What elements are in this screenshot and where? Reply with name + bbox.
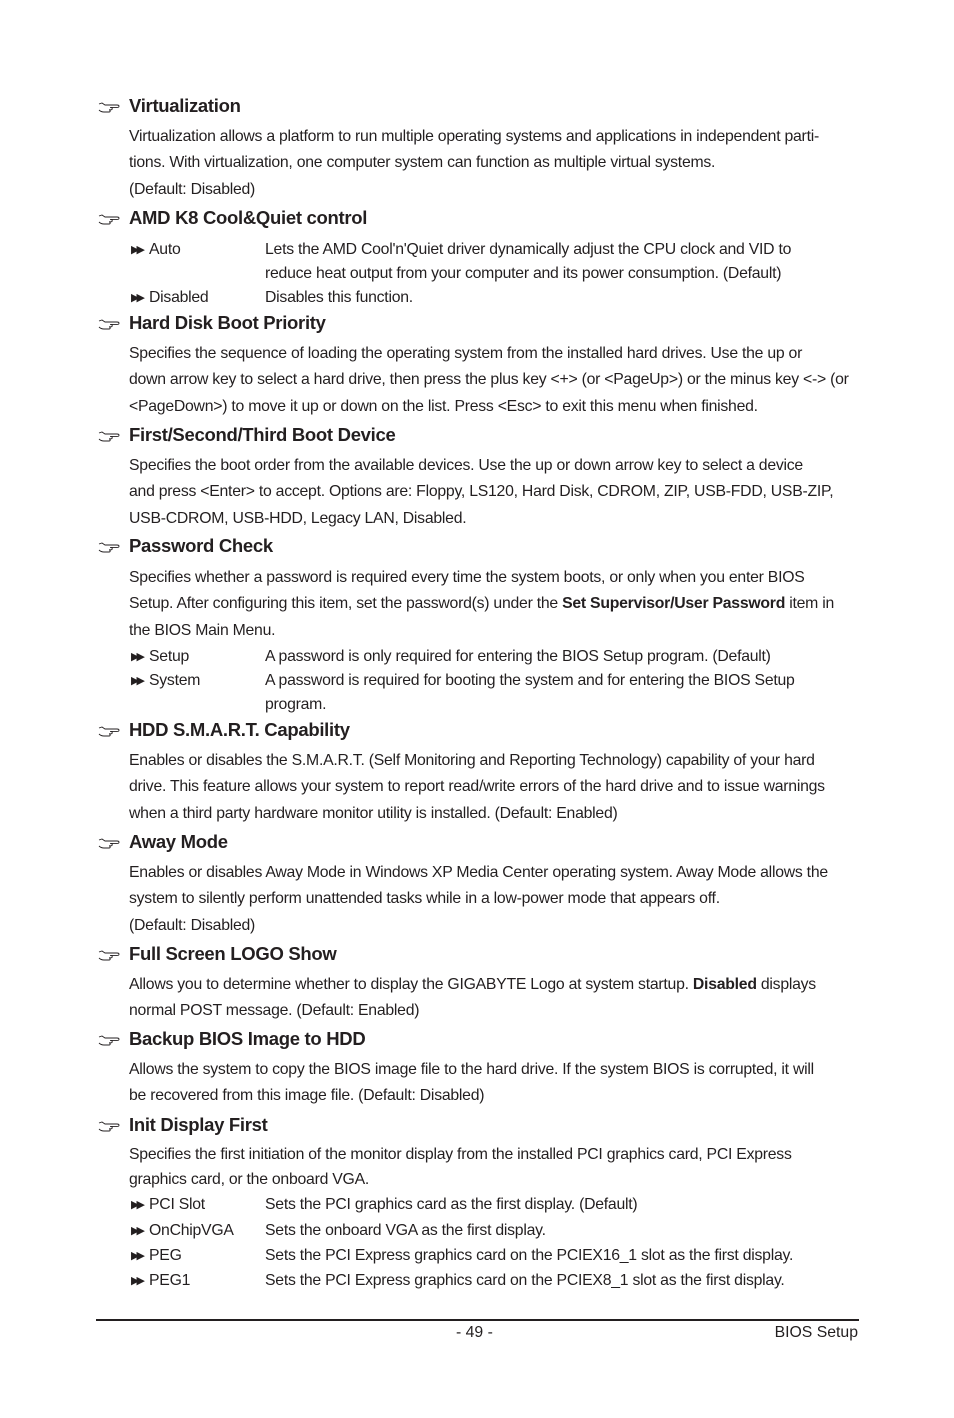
pointing-hand-icon <box>98 1118 120 1132</box>
pointing-hand-icon <box>98 835 120 849</box>
pointing-hand-icon <box>98 99 120 113</box>
text-run: item in <box>785 595 835 613</box>
option-description <box>265 1269 858 1293</box>
section-title: Password Check <box>129 535 273 556</box>
description-line: Specifies the first initiation of the monitor display from the installed PCI graphics card, PCI Express <box>129 1146 792 1163</box>
section-heading <box>98 942 337 966</box>
description-line: Sets the PCI Express graphics card on the PCIEX16_1 slot as the first display. <box>265 1247 794 1264</box>
option-label: PCI Slot <box>149 1196 205 1213</box>
description-line: the BIOS Main Menu. <box>129 621 276 639</box>
section-heading <box>98 206 367 230</box>
option-row <box>129 645 858 669</box>
pointing-hand-icon <box>98 316 120 330</box>
section-description <box>129 565 858 644</box>
pointing-hand-icon <box>98 428 120 442</box>
pointing-hand-icon <box>98 211 120 225</box>
section-description <box>129 1057 858 1110</box>
description-line: Disables this function. <box>265 289 413 306</box>
page-number: - 49 - <box>456 1324 493 1341</box>
footer-section-name: BIOS Setup <box>774 1324 858 1341</box>
description-line: A password is required for booting the system and for entering the BIOS Setup <box>265 672 795 689</box>
option-label: System <box>149 672 201 689</box>
section-description <box>129 1143 858 1192</box>
section-description <box>129 124 858 203</box>
option-reference: Disabled <box>692 976 757 993</box>
pointing-hand-icon <box>98 723 120 737</box>
option-row <box>129 1193 858 1217</box>
description-line: Allows the system to copy the BIOS image file to the hard drive. If the system BIOS is corrupted, it will <box>129 1061 814 1078</box>
pointing-hand-icon <box>98 1032 120 1046</box>
double-arrow-icon: ▶▶ <box>131 1199 142 1211</box>
footer-divider <box>96 1319 859 1321</box>
section-heading <box>98 423 396 447</box>
option-description <box>265 238 858 286</box>
double-arrow-icon: ▶▶ <box>131 292 142 304</box>
section-heading <box>98 830 228 854</box>
section-title: Full Screen LOGO Show <box>129 943 337 964</box>
double-arrow-icon: ▶▶ <box>131 675 142 687</box>
description-line <box>129 591 858 617</box>
description-line: graphics card, or the onboard VGA. <box>129 1170 370 1188</box>
double-arrow-icon: ▶▶ <box>131 1250 142 1262</box>
section-title: First/Second/Third Boot Device <box>129 424 396 445</box>
description-line: Lets the AMD Cool'n'Quiet driver dynamically adjust the CPU clock and VID to <box>265 241 792 258</box>
section-title: HDD S.M.A.R.T. Capability <box>129 719 350 740</box>
option-label: Auto <box>149 241 181 258</box>
section-description <box>129 860 858 939</box>
description-line: program. <box>265 696 327 713</box>
option-description <box>265 286 858 310</box>
description-line: normal POST message. (Default: Enabled) <box>129 1002 420 1020</box>
section-description <box>129 341 858 420</box>
section-heading <box>98 718 350 742</box>
section-title: Backup BIOS Image to HDD <box>129 1028 366 1049</box>
description-line: reduce heat output from your computer and its power consumption. (Default) <box>265 265 782 282</box>
double-arrow-icon: ▶▶ <box>131 651 142 663</box>
pointing-hand-icon <box>98 539 120 553</box>
description-line: Enables or disables Away Mode in Windows XP Media Center operating system. Away Mode allows the <box>129 864 828 881</box>
description-line: down arrow key to select a hard drive, then press the plus key <+> (or <PageUp>) or the minus key <-> (or <box>129 371 849 389</box>
option-description <box>265 1193 858 1217</box>
option-row <box>129 238 858 286</box>
text-run: Setup. After configuring this item, set the password(s) under the <box>129 595 563 613</box>
text-run: displays <box>756 976 816 993</box>
description-line: Specifies whether a password is required every time the system boots, or only when you enter BIOS <box>129 569 805 586</box>
option-label: OnChipVGA <box>149 1222 234 1239</box>
section-title: Away Mode <box>129 831 228 852</box>
description-line <box>129 972 858 998</box>
section-title: Hard Disk Boot Priority <box>129 312 326 333</box>
section-description <box>129 748 858 827</box>
section-description <box>129 972 858 1025</box>
text-run: Allows you to determine whether to display the GIGABYTE Logo at system startup. <box>129 976 693 993</box>
description-line: system to silently perform unattended tasks while in a low-power mode that appears off. <box>129 890 720 908</box>
option-description <box>265 1244 858 1268</box>
description-line: tions. With virtualization, one computer system can function as multiple virtual systems. <box>129 154 716 172</box>
description-line: drive. This feature allows your system to report read/write errors of the hard drive and to issue warnings <box>129 778 825 796</box>
description-line: <PageDown>) to move it up or down on the list. Press <Esc> to exit this menu when finished. <box>129 397 758 415</box>
option-description <box>265 669 858 717</box>
option-row <box>129 669 858 717</box>
section-title: Virtualization <box>129 95 241 116</box>
option-label: PEG1 <box>149 1272 191 1289</box>
double-arrow-icon: ▶▶ <box>131 1275 142 1287</box>
section-title: Init Display First <box>129 1114 268 1135</box>
double-arrow-icon: ▶▶ <box>131 244 142 256</box>
option-label: Disabled <box>149 289 209 306</box>
option-label: Setup <box>149 648 190 665</box>
option-row <box>129 286 858 310</box>
section-heading <box>98 1027 365 1051</box>
description-line: Sets the PCI Express graphics card on the PCIEX8_1 slot as the first display. <box>265 1272 785 1289</box>
option-label: PEG <box>149 1247 182 1264</box>
option-row <box>129 1244 858 1268</box>
default-note: (Default: Disabled) <box>129 916 256 934</box>
description-line: Sets the onboard VGA as the first display. <box>265 1222 546 1239</box>
section-heading <box>98 94 241 118</box>
menu-reference: Set Supervisor/User Password <box>562 595 786 613</box>
description-line: Specifies the sequence of loading the operating system from the installed hard drives. Use the up or <box>129 345 803 362</box>
section-heading <box>98 311 326 335</box>
option-row <box>129 1219 858 1243</box>
description-line: Enables or disables the S.M.A.R.T. (Self Monitoring and Reporting Technology) capability of your hard <box>129 752 815 769</box>
description-line: Virtualization allows a platform to run multiple operating systems and applications in independent parti- <box>129 128 819 145</box>
default-note: (Default: Disabled) <box>129 180 256 198</box>
description-line: be recovered from this image file. (Default: Disabled) <box>129 1087 485 1105</box>
section-title: AMD K8 Cool&Quiet control <box>129 207 368 228</box>
option-description <box>265 645 858 669</box>
option-row <box>129 1269 858 1293</box>
description-line: and press <Enter> to accept. Options are: Floppy, LS120, Hard Disk, CDROM, ZIP, USB-FDD, USB-ZIP, <box>129 483 834 501</box>
description-line: Sets the PCI graphics card as the first display. (Default) <box>265 1196 638 1213</box>
pointing-hand-icon <box>98 947 120 961</box>
section-heading <box>98 1113 268 1137</box>
description-line: Specifies the boot order from the available devices. Use the up or down arrow key to select a device <box>129 457 803 474</box>
section-description <box>129 453 858 532</box>
description-line: when a third party hardware monitor utility is installed. (Default: Enabled) <box>129 804 618 822</box>
description-line: A password is only required for entering the BIOS Setup program. (Default) <box>265 648 771 665</box>
description-line: USB-CDROM, USB-HDD, Legacy LAN, Disabled. <box>129 509 467 527</box>
option-description <box>265 1219 858 1243</box>
section-heading <box>98 534 273 558</box>
double-arrow-icon: ▶▶ <box>131 1225 142 1237</box>
